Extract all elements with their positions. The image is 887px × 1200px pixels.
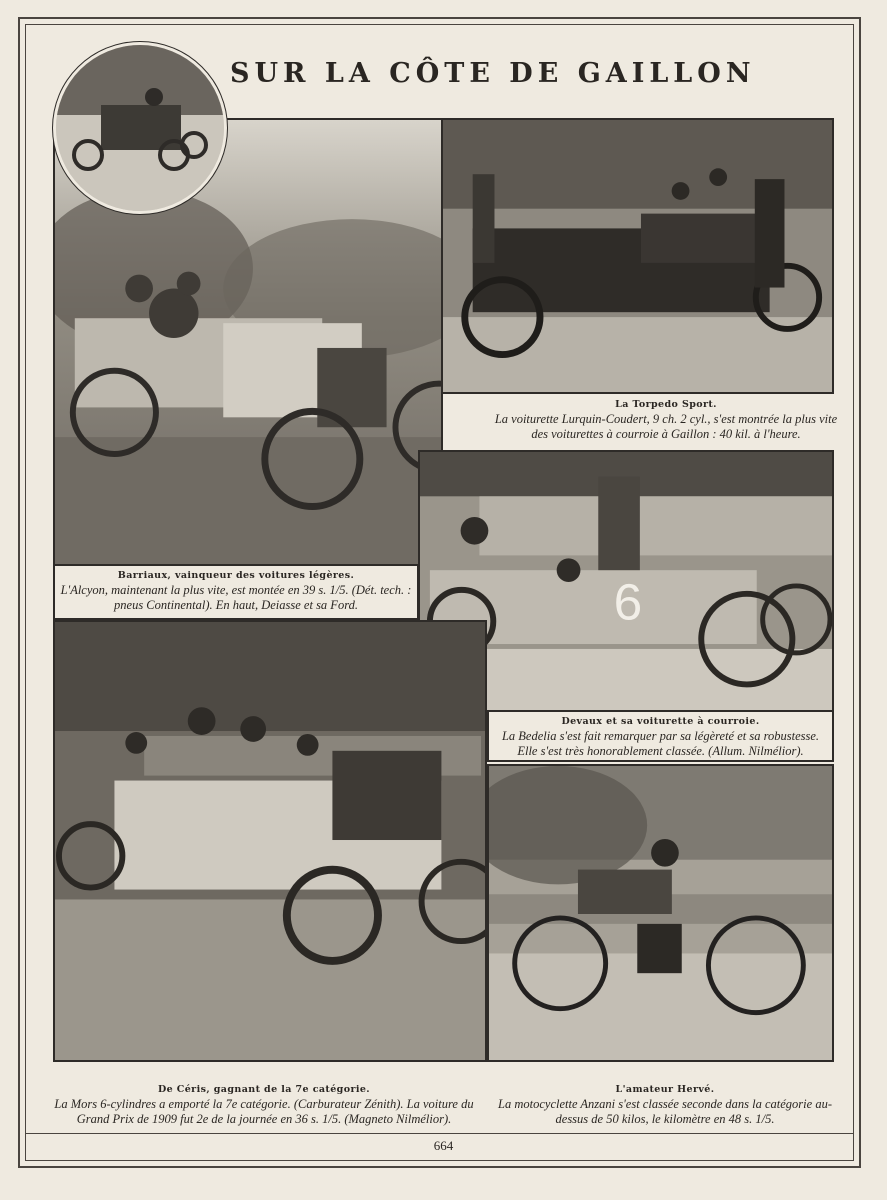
caption-body: La voiturette Lurquin-Coudert, 9 ch. 2 cyl., s'est montrée la plus vite des voiturettes à courroie à Gaillon : 40 kil. à l'heure. xyxy=(494,412,838,441)
caption-torpedo-sport xyxy=(492,394,840,444)
caption-body: L'Alcyon, maintenant la plus vite, est montée en 39 s. 1/5. (Dét. tech. : pneus Continental). En haut, Deiasse et sa Ford. xyxy=(60,583,412,612)
caption-heading: Barriaux, vainqueur des voitures légères. xyxy=(117,570,355,581)
page-number: 664 xyxy=(433,1138,454,1153)
caption-heading: L'amateur Hervé. xyxy=(615,1084,715,1095)
photo-ceris-mors xyxy=(53,620,487,1062)
page-title: SUR LA CÔTE DE GAILLON xyxy=(230,58,756,89)
caption-body: La Mors 6-cylindres a emporté la 7e catégorie. (Carburateur Zénith). La voiture du Grand Prix de 1909 fut 2e de la journée en 36 s. 1/5. (Magneto Nilmélior). xyxy=(54,1097,474,1126)
caption-heading: La Torpedo Sport. xyxy=(615,399,717,410)
caption-herve xyxy=(487,1082,843,1130)
photo-herve-anzani xyxy=(487,764,834,1062)
caption-body: La Bedelia s'est fait remarquer par sa légèreté et sa robustesse. Elle s'est très honorablement classée. (Allum. Nilmélior). xyxy=(501,729,820,758)
caption-ceris xyxy=(48,1082,480,1130)
caption-heading: De Céris, gagnant de la 7e catégorie. xyxy=(157,1084,371,1095)
race-number-6: 6 xyxy=(613,573,643,631)
caption-devaux xyxy=(487,712,834,762)
caption-barriaux xyxy=(53,566,419,620)
caption-heading: Devaux et sa voiturette à courroie. xyxy=(561,716,760,727)
photo-torpedo-sport xyxy=(441,118,834,394)
footer-rule xyxy=(25,1133,854,1134)
caption-body: La motocyclette Anzani s'est classée seconde dans la catégorie au-dessus de 50 kilos, le kilomètre en 48 s. 1/5. xyxy=(498,1097,832,1126)
photo-inset-ford xyxy=(53,42,227,214)
